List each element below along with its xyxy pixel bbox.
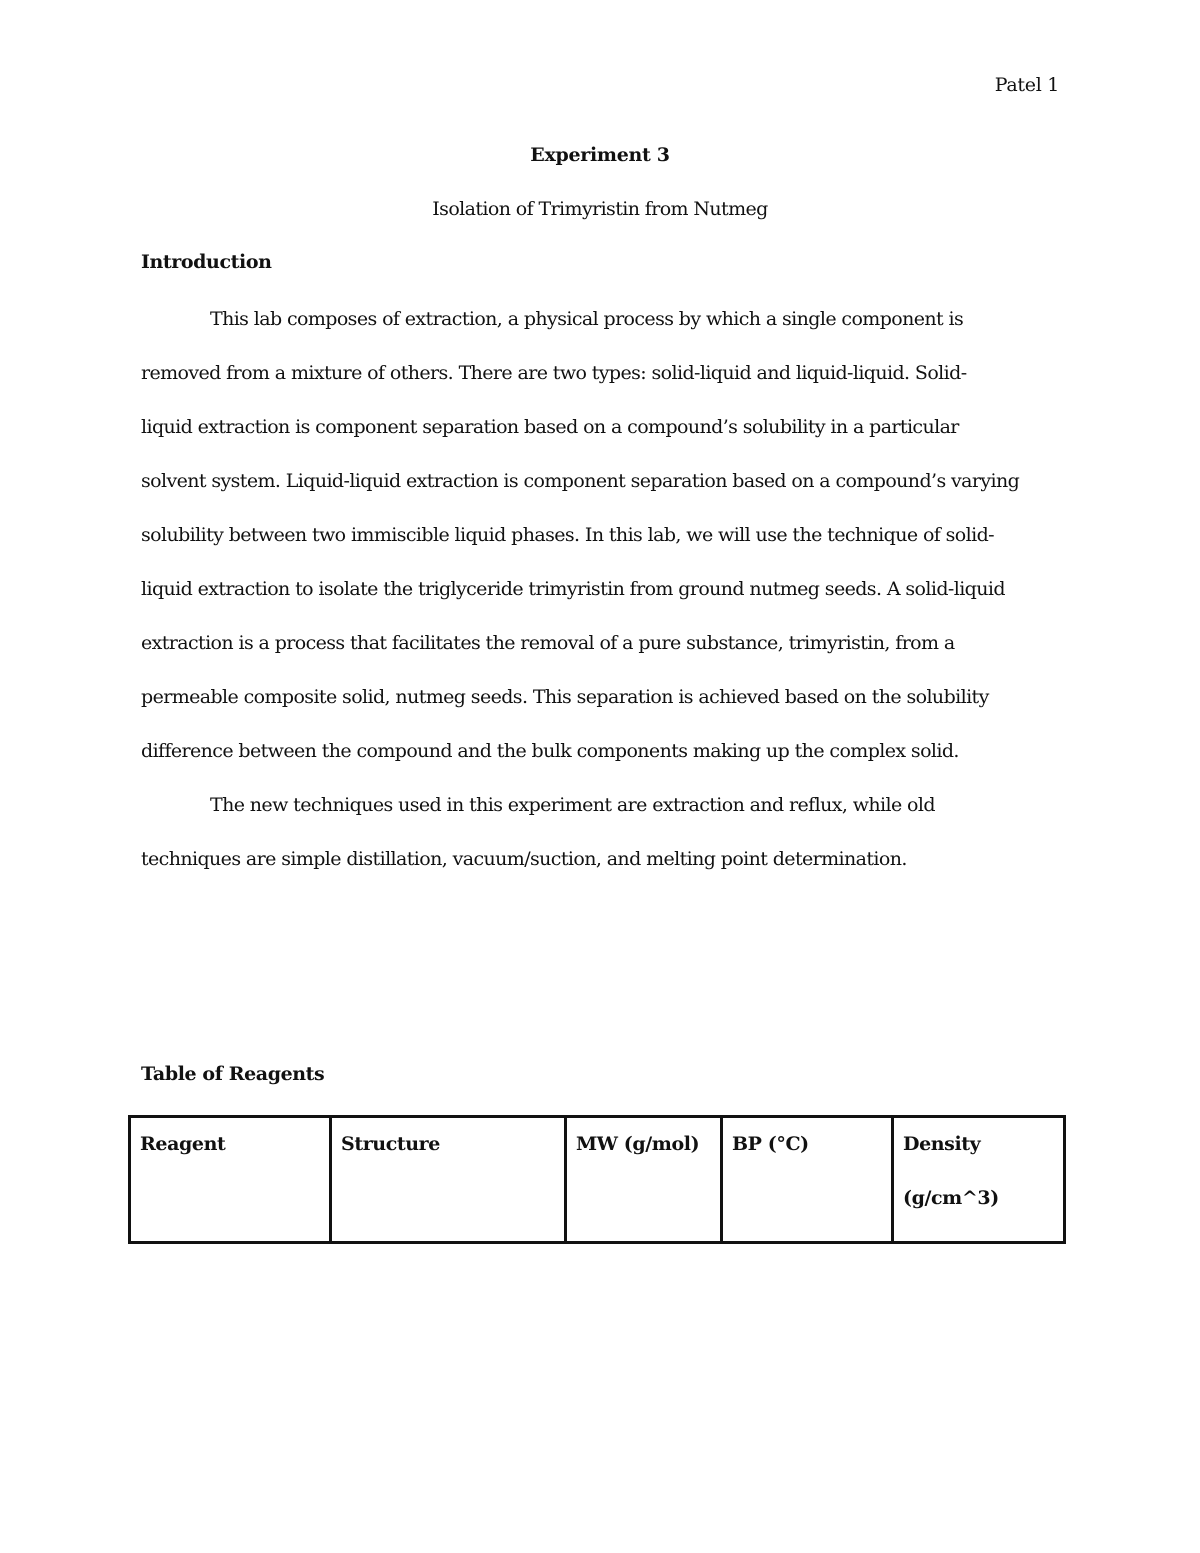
table-header-row — [130, 1117, 1065, 1243]
running-head: Patel 1 — [994, 74, 1059, 96]
paragraph-line: solubility between two immiscible liquid phases. In this lab, we will use the technique of solid- — [141, 524, 994, 546]
column-header-density — [893, 1117, 1065, 1243]
paragraph-line: liquid extraction to isolate the triglyceride trimyristin from ground nutmeg seeds. A solid-liquid — [141, 578, 1005, 600]
page-subtitle: Isolation of Trimyristin from Nutmeg — [432, 198, 768, 220]
column-header-label: Structure — [341, 1133, 440, 1155]
page-title: Experiment 3 — [530, 144, 670, 166]
reagents-table — [128, 1115, 1066, 1244]
introduction-paragraph-1 — [141, 292, 1071, 778]
column-header-structure — [331, 1117, 566, 1243]
paragraph-line: This lab composes of extraction, a physical process by which a single component is — [210, 308, 964, 330]
column-header-label: Density — [903, 1133, 981, 1155]
paragraph-line: liquid extraction is component separation based on a compound’s solubility in a particular — [141, 416, 959, 438]
paragraph-line: extraction is a process that facilitates the removal of a pure substance, trimyristin, from a — [141, 632, 955, 654]
paragraph-line: solvent system. Liquid-liquid extraction is component separation based on a compound’s varying — [141, 470, 1020, 492]
table-of-reagents-heading: Table of Reagents — [141, 1063, 325, 1085]
column-header-label: BP (°C) — [732, 1133, 809, 1155]
introduction-paragraph-2 — [141, 778, 1071, 886]
column-header-unit: (g/cm^3) — [903, 1187, 999, 1209]
column-header-reagent — [130, 1117, 331, 1243]
paragraph-line: permeable composite solid, nutmeg seeds. This separation is achieved based on the solubility — [141, 686, 989, 708]
column-header-label: MW (g/mol) — [576, 1133, 700, 1155]
paragraph-line: difference between the compound and the bulk components making up the complex solid. — [141, 740, 959, 762]
paragraph-line: techniques are simple distillation, vacuum/suction, and melting point determination. — [141, 848, 907, 870]
column-header-bp — [722, 1117, 893, 1243]
paragraph-line: removed from a mixture of others. There are two types: solid-liquid and liquid-liquid. Solid- — [141, 362, 967, 384]
column-header-mw — [566, 1117, 722, 1243]
introduction-heading: Introduction — [141, 251, 272, 273]
paragraph-line: The new techniques used in this experiment are extraction and reflux, while old — [210, 794, 935, 816]
column-header-label: Reagent — [140, 1133, 226, 1155]
